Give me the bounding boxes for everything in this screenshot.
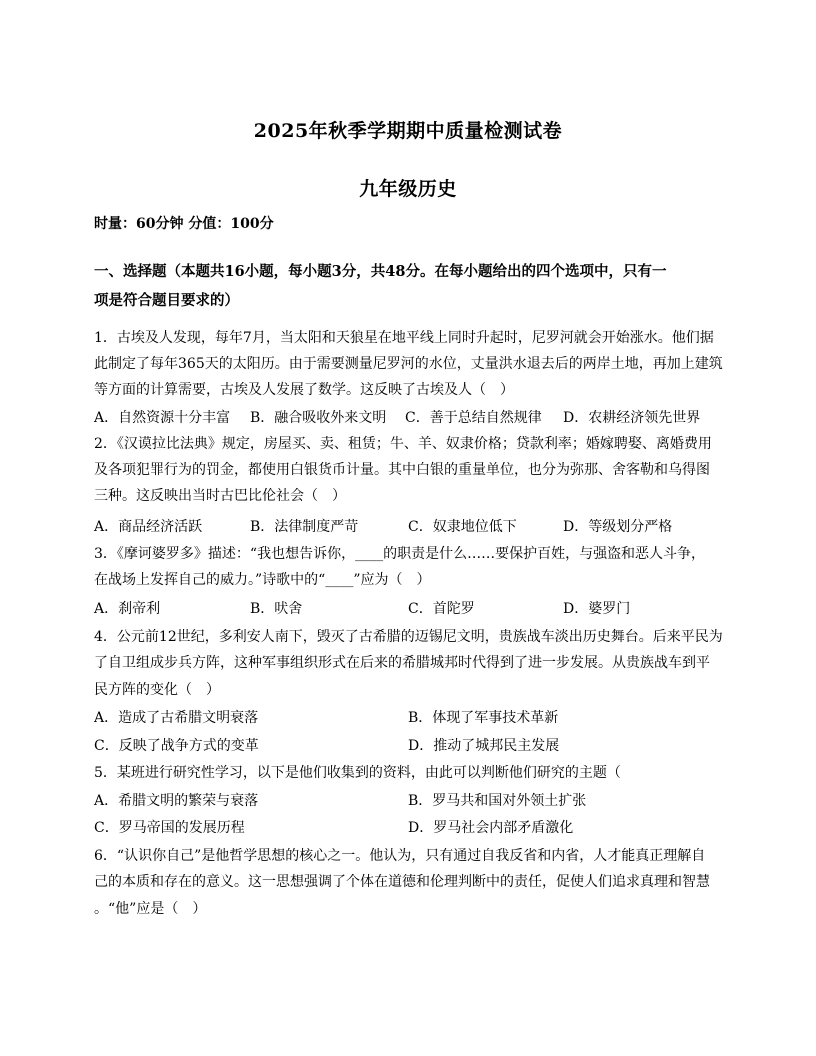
question-1-option-c: C．善于总结自然规律: [405, 410, 542, 426]
question-3-option-c: C．首陀罗: [408, 601, 475, 617]
question-4-option-b: B．体现了军事技术革新: [408, 710, 559, 726]
question-5-option-d: D．罗马社会内部矛盾激化: [408, 820, 574, 836]
question-6-line-3: 。“他”应是（ ）: [94, 901, 207, 917]
question-4-line-2: 了自卫组成步兵方阵，这种军事组织形式在后来的希腊城邦时代得到了进一步发展。从贵族战车到平: [94, 655, 710, 671]
question-2-line-3: 三种。这反映出当时古巴比伦社会（ ）: [94, 488, 346, 504]
section-heading-line-1: 一、选择题（本题共16小题，每小题3分，共48分。在每小题给出的四个选项中，只有一: [94, 263, 667, 280]
question-3-line-1: 3．《摩诃婆罗多》描述：“我也想告诉你，____的职责是什么……要保护百姓，与强盗和恶人斗争，: [94, 546, 706, 562]
question-2-option-a: A．商品经济活跃: [94, 519, 203, 535]
exam-title: 2025年秋季学期期中质量检测试卷: [253, 120, 563, 142]
question-5-option-b: B．罗马共和国对外领土扩张: [408, 793, 587, 809]
question-5-line-1: 5．某班进行研究性学习，以下是他们收集到的资料，由此可以判断他们研究的主题（: [94, 765, 621, 781]
section-heading-line-2: 项是符合题目要求的）: [94, 292, 239, 309]
question-1-option-a: A．自然资源十分丰富: [94, 410, 231, 426]
question-3-option-a: A．刹帝利: [94, 601, 161, 617]
question-4-option-c: C．反映了战争方式的变革: [94, 738, 259, 754]
exam-subject: 九年级历史: [359, 178, 457, 200]
question-2-option-b: B．法律制度严苛: [250, 519, 359, 535]
time-score-info: 时量：60分钟 分值：100分: [94, 216, 274, 232]
question-1-line-1: 1．古埃及人发现，每年7月，当太阳和天狼星在地平线上同时升起时，尼罗河就会开始涨水。他们据: [94, 330, 714, 346]
question-3-line-2: 在战场上发挥自己的威力。”诗歌中的“____”应为（ ）: [94, 572, 431, 588]
question-4-option-d: D．推动了城邦民主发展: [408, 738, 560, 754]
question-5-option-c: C．罗马帝国的发展历程: [94, 820, 245, 836]
question-1-line-3: 等方面的计算需要，古埃及人发展了数学。这反映了古埃及人（ ）: [94, 382, 514, 398]
question-1-option-d: D．农耕经济领先世界: [563, 410, 701, 426]
question-4-line-3: 民方阵的变化（ ）: [94, 682, 220, 698]
question-2-line-1: 2．《汉谟拉比法典》规定，房屋买、卖、租赁；牛、羊、奴隶价格；贷款利率；婚嫁聘娶、离婚费用: [94, 436, 712, 452]
question-6-line-2: 己的本质和存在的意义。这一思想强调了个体在道德和伦理判断中的责任，促使人们追求真理和智慧: [94, 874, 710, 890]
question-4-option-a: A．造成了古希腊文明衰落: [94, 710, 259, 726]
question-4-line-1: 4．公元前12世纪，多利安人南下，毁灭了古希腊的迈锡尼文明，贵族战车淡出历史舞台。后来平民为: [94, 629, 723, 645]
question-3-option-d: D．婆罗门: [563, 601, 631, 617]
question-1-line-2: 此制定了每年365天的太阳历。由于需要测量尼罗河的水位，丈量洪水退去后的两岸土地，再加上建筑: [94, 356, 723, 372]
question-3-option-b: B．吠舍: [250, 601, 303, 617]
question-2-option-c: C．奴隶地位低下: [408, 519, 517, 535]
question-2-line-2: 及各项犯罪行为的罚金，都使用白银货币计量。其中白银的重量单位，也分为弥那、舍客勒和乌得图: [94, 462, 710, 478]
question-5-option-a: A．希腊文明的繁荣与衰落: [94, 793, 259, 809]
question-1-option-b: B．融合吸收外来文明: [250, 410, 387, 426]
question-2-option-d: D．等级划分严格: [563, 519, 673, 535]
question-6-line-1: 6．“认识你自己”是他哲学思想的核心之一。他认为，只有通过自我反省和内省，人才能真正理解自: [94, 848, 706, 864]
